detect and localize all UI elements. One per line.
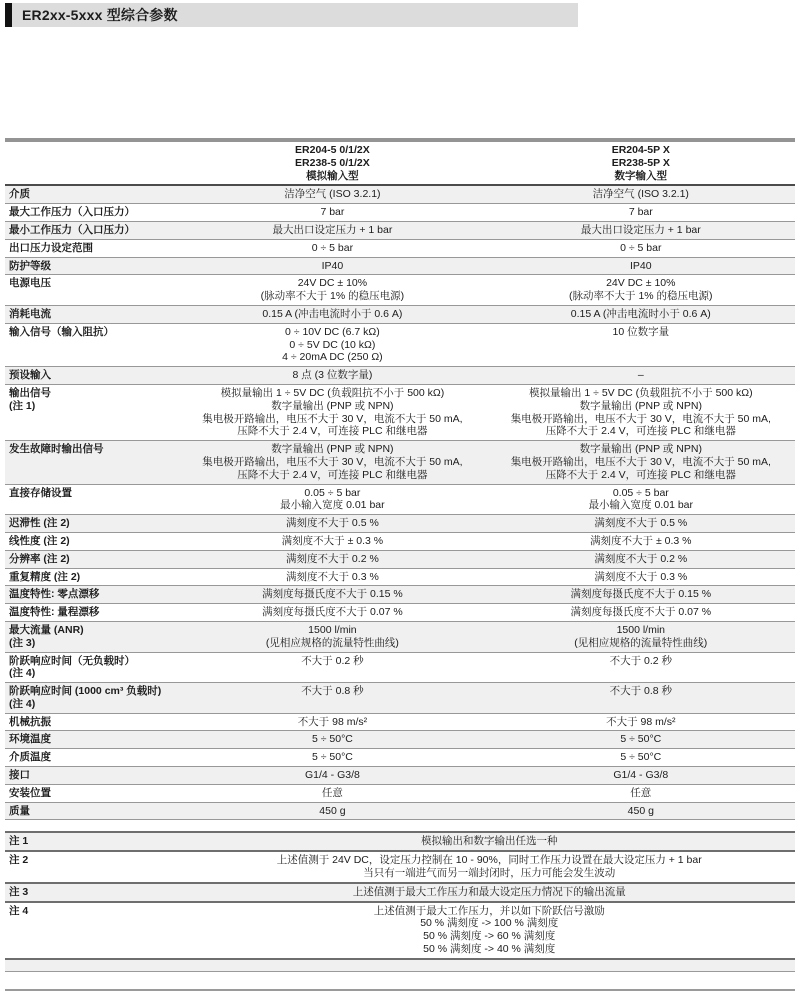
- row-label: 预设输入: [9, 369, 51, 382]
- note-text: 上述值测于 24V DC，设定压力控制在 10 - 90%，同时工作压力设置在最大设定压力 + 1 bar 当只有一端进气而另一端封闭时，压力可能会发生波动: [276, 854, 702, 880]
- blank-spacer: [5, 27, 795, 138]
- cell-value-analog: 满刻度不大于 0.5 %: [286, 517, 379, 530]
- cell-value-digital: 450 g: [627, 804, 654, 817]
- cell-value-digital: –: [637, 369, 644, 382]
- cell-value-digital: 7 bar: [628, 206, 653, 219]
- table-row: [5, 568, 795, 586]
- table-row: [5, 185, 795, 203]
- header-empty-cell: [5, 140, 178, 185]
- cell-value-digital: 模拟量输出 1 ÷ 5V DC (负载阻抗不小于 500 kΩ) 数字量输出 (PNP 或 NPN) 集电极开路输出，电压不大于 30 V，电流不大于 50 mA, 压降不大于 2.4 V，可连接 PLC 和继电器: [510, 386, 771, 438]
- table-row: [5, 586, 795, 604]
- cell-value-digital: 数字量输出 (PNP 或 NPN) 集电极开路输出，电压不大于 30 V，电流不大于 50 mA, 压降不大于 2.4 V，可连接 PLC 和继电器: [510, 443, 771, 481]
- row-label: 直接存储设置: [9, 486, 72, 499]
- cell-value-digital: 满刻度不大于 0.2 %: [594, 552, 688, 565]
- cell-value-analog: 满刻度不大于 0.3 %: [286, 570, 379, 583]
- cell-value-analog: 不大于 0.8 秒: [301, 685, 364, 698]
- table-row: [5, 515, 795, 533]
- row-label: 出口压力设定范围: [9, 241, 93, 254]
- row-label: 质量: [9, 804, 30, 817]
- table-row: [5, 221, 795, 239]
- cell-value-digital: IP40: [629, 259, 652, 272]
- cell-value-analog: 模拟量输出 1 ÷ 5V DC (负载阻抗不小于 500 kΩ) 数字量输出 (PNP 或 NPN) 集电极开路输出，电压不大于 30 V，电流不大于 50 mA, 压降不大于 2.4 V，可连接 PLC 和继电器: [202, 386, 463, 438]
- cell-value-analog: 洁净空气 (ISO 3.2.1): [284, 188, 381, 201]
- cell-value-analog: 450 g: [319, 804, 346, 817]
- cell-value-analog: 满刻度每摄氏度不大于 0.15 %: [262, 588, 403, 601]
- cell-value-digital: 0 ÷ 5 bar: [620, 241, 662, 254]
- row-label: 线性度 (注 2): [9, 534, 70, 547]
- cell-value-analog: 0 ÷ 5 bar: [311, 241, 354, 254]
- table-row: [5, 367, 795, 385]
- note-label: 注 2: [9, 854, 29, 867]
- cell-value-digital: 10 位数字量: [612, 325, 670, 338]
- cell-value-digital: 5 ÷ 50°C: [620, 751, 662, 764]
- row-label: 迟滞性 (注 2): [9, 517, 70, 530]
- cell-value-analog: IP40: [321, 259, 344, 272]
- row-label: 重复精度 (注 2): [9, 570, 81, 583]
- notes-table: [5, 831, 795, 959]
- row-label: 阶跃响应时间 (1000 cm³ 负载时) (注 4): [9, 685, 162, 710]
- note-row: [5, 851, 795, 883]
- table-row: [5, 652, 795, 683]
- table-row: [5, 384, 795, 440]
- cell-value-analog: 满刻度不大于 ± 0.3 %: [281, 534, 384, 547]
- cell-value-digital: 最大出口设定压力 + 1 bar: [580, 223, 701, 236]
- row-label: 接口: [9, 769, 30, 782]
- cell-value-analog: 数字量输出 (PNP 或 NPN) 集电极开路输出，电压不大于 30 V，电流不大于 50 mA, 压降不大于 2.4 V，可连接 PLC 和继电器: [202, 443, 463, 481]
- row-label: 阶跃响应时间（无负载时） (注 4): [9, 654, 135, 680]
- cell-value-analog: G1/4 - G3/8: [304, 769, 360, 782]
- table-row: [5, 275, 795, 306]
- table-header-row: [5, 140, 795, 185]
- column-header-digital-model: ER204-5P X ER238-5P X 数字输入型: [611, 144, 670, 182]
- cell-value-analog: 5 ÷ 50°C: [311, 751, 353, 764]
- cell-value-digital: G1/4 - G3/8: [613, 769, 669, 782]
- cell-value-analog: 0.15 A (冲击电流时小于 0.6 A): [262, 307, 403, 320]
- row-label: 电源电压: [9, 277, 51, 290]
- row-label: 消耗电流: [9, 307, 51, 320]
- note-text: 上述值测于最大工作压力，并以如下阶跃信号激励 50 % 满刻度 -> 100 % 满刻度 50 % 满刻度 -> 60 % 满刻度 50 % 满刻度 -> 40 % 满刻度: [373, 904, 605, 956]
- footer-rule: [5, 972, 795, 991]
- cell-value-analog: 任意: [321, 786, 343, 799]
- cell-value-analog: 满刻度不大于 0.2 %: [286, 552, 379, 565]
- table-row: [5, 731, 795, 749]
- row-label: 介质温度: [9, 751, 51, 764]
- cell-value-digital: 满刻度不大于 ± 0.3 %: [590, 534, 692, 547]
- table-row: [5, 604, 795, 622]
- note-row: [5, 883, 795, 902]
- row-label: 最大工作压力（入口压力）: [9, 206, 135, 219]
- row-label: 介质: [9, 188, 30, 201]
- table-row: [5, 239, 795, 257]
- cell-value-digital: 不大于 0.8 秒: [609, 685, 673, 698]
- row-label: 发生故障时输出信号: [9, 443, 104, 456]
- table-notes-gap: [5, 820, 795, 831]
- cell-value-analog: 8 点 (3 位数字量): [292, 369, 373, 382]
- section-title-bar: [5, 3, 578, 27]
- row-label: 安装位置: [9, 786, 51, 799]
- cell-value-digital: 不大于 98 m/s²: [606, 715, 676, 728]
- cell-value-digital: 5 ÷ 50°C: [620, 733, 662, 746]
- row-label: 输出信号 (注 1): [9, 386, 51, 412]
- page-title: ER2xx-5xxx 型综合参数: [22, 7, 178, 23]
- table-row: [5, 257, 795, 275]
- table-row: [5, 204, 795, 222]
- cell-value-digital: 0.05 ÷ 5 bar 最小输入宽度 0.01 bar: [588, 486, 694, 512]
- cell-value-analog: 7 bar: [320, 206, 345, 219]
- cell-value-analog: 满刻度每摄氏度不大于 0.07 %: [262, 606, 403, 619]
- cell-value-digital: 0.15 A (冲击电流时小于 0.6 A): [570, 307, 711, 320]
- cell-value-digital: 满刻度每摄氏度不大于 0.15 %: [570, 588, 712, 601]
- cell-value-analog: 24V DC ± 10% (脉动率不大于 1% 的稳压电源): [260, 277, 405, 303]
- row-label: 环境温度: [9, 733, 51, 746]
- cell-value-digital: 满刻度不大于 0.5 %: [594, 517, 688, 530]
- row-label: 分辨率 (注 2): [9, 552, 70, 565]
- cell-value-analog: 5 ÷ 50°C: [311, 733, 353, 746]
- cell-value-analog: 最大出口设定压力 + 1 bar: [272, 223, 393, 236]
- row-label: 机械抗振: [9, 715, 51, 728]
- note-label: 注 4: [9, 904, 29, 917]
- row-label: 输入信号（输入阻抗）: [9, 325, 114, 338]
- cell-value-digital: 满刻度每摄氏度不大于 0.07 %: [570, 606, 712, 619]
- title-marker-bar: [5, 3, 12, 27]
- cell-value-analog: 不大于 98 m/s²: [297, 715, 368, 728]
- table-row: [5, 784, 795, 802]
- row-label: 最小工作压力（入口压力）: [9, 223, 135, 236]
- note-row: [5, 902, 795, 959]
- table-row: [5, 550, 795, 568]
- cell-value-digital: 任意: [630, 786, 652, 799]
- note-label: 注 1: [9, 835, 29, 848]
- footer-shaded-band: [5, 960, 795, 972]
- row-label: 最大流量 (ANR) (注 3): [9, 623, 84, 649]
- cell-value-digital: 洁净空气 (ISO 3.2.1): [592, 188, 689, 201]
- row-label: 温度特性: 量程漂移: [9, 606, 100, 619]
- note-text: 上述值测于最大工作压力和最大设定压力情况下的输出流量: [352, 885, 626, 898]
- note-row: [5, 832, 795, 851]
- row-label: 温度特性: 零点漂移: [9, 588, 100, 601]
- cell-value-digital: 满刻度不大于 0.3 %: [594, 570, 688, 583]
- table-row: [5, 323, 795, 366]
- cell-value-digital: 不大于 0.2 秒: [609, 654, 673, 667]
- spec-table: [5, 138, 795, 820]
- note-text: 模拟输出和数字输出任选一种: [420, 835, 558, 848]
- cell-value-analog: 不大于 0.2 秒: [301, 654, 364, 667]
- table-row: [5, 683, 795, 714]
- table-row: [5, 713, 795, 731]
- cell-value-analog: 0 ÷ 10V DC (6.7 kΩ) 0 ÷ 5V DC (10 kΩ) 4 ÷ 20mA DC (250 Ω): [282, 325, 383, 364]
- cell-value-digital: 24V DC ± 10% (脉动率不大于 1% 的稳压电源): [569, 277, 713, 303]
- cell-value-analog: 1500 l/min (见相应规格的流量特性曲线): [265, 623, 399, 649]
- table-row: [5, 621, 795, 652]
- table-row: [5, 484, 795, 515]
- table-row: [5, 305, 795, 323]
- table-row: [5, 767, 795, 785]
- table-row: [5, 532, 795, 550]
- table-row: [5, 802, 795, 820]
- cell-value-digital: 1500 l/min (见相应规格的流量特性曲线): [574, 623, 708, 649]
- table-row: [5, 749, 795, 767]
- table-row: [5, 441, 795, 484]
- row-label: 防护等级: [9, 259, 51, 272]
- column-header-analog-model: ER204-5 0/1/2X ER238-5 0/1/2X 模拟输入型: [295, 144, 370, 182]
- note-label: 注 3: [9, 885, 29, 898]
- cell-value-analog: 0.05 ÷ 5 bar 最小输入宽度 0.01 bar: [280, 486, 385, 512]
